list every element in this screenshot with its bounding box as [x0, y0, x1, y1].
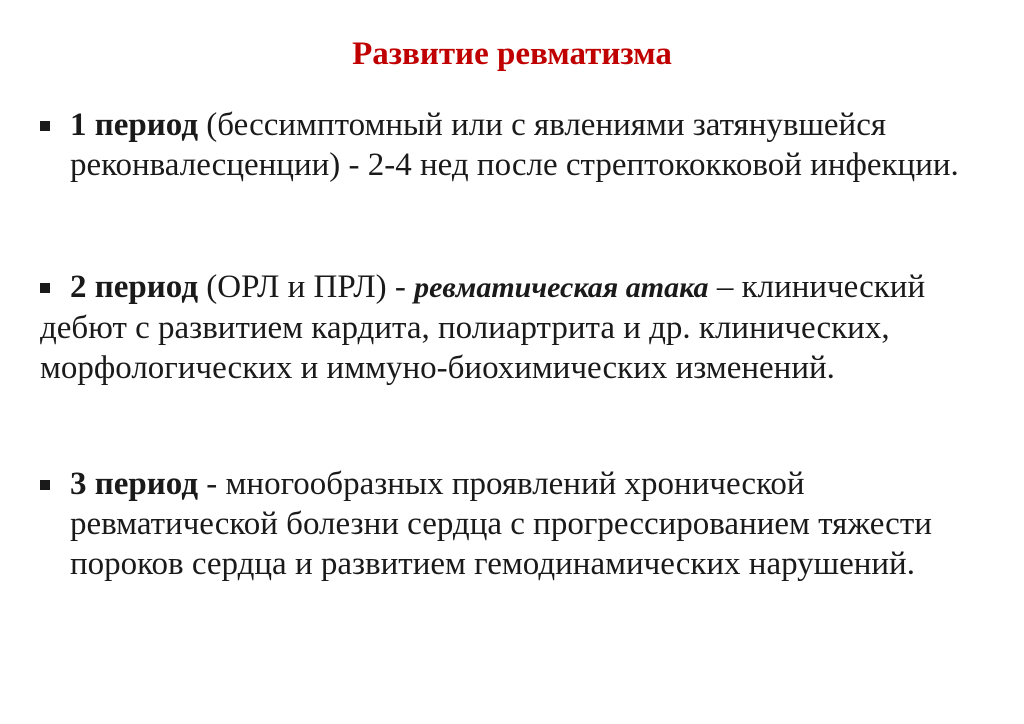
period-2-label: 2 период — [70, 269, 199, 305]
period-2-pre: (ОРЛ и ПРЛ) - — [198, 269, 415, 305]
bullet-square-icon — [40, 283, 50, 293]
period-2-paragraph — [40, 267, 1000, 388]
period-3-text: - многообразных проявлений хронической ревматической болезни сердца с прогрессированием тяжести пороков сердца и развитием гемодинамических нарушений. — [70, 466, 932, 582]
period-3-paragraph — [40, 464, 970, 584]
period-1-paragraph — [40, 105, 970, 185]
period-1-label: 1 период — [70, 107, 199, 143]
period-3-label: 3 период — [70, 466, 199, 502]
period-2-text: – клинический дебют с развитием кардита, полиартрита и др. клинических, морфологических и иммуно-биохимических изменений. — [40, 269, 926, 386]
bullet-square-icon — [40, 480, 50, 490]
period-2-emphasis: ревматическая атака — [414, 271, 709, 304]
period-1-text: (бессимптомный или с явлениями затянувшейся реконвалесценции) - 2-4 нед после стрептококковой инфекции. — [70, 107, 959, 183]
bullet-square-icon — [40, 121, 50, 131]
slide-title: Развитие ревматизма — [352, 36, 672, 72]
